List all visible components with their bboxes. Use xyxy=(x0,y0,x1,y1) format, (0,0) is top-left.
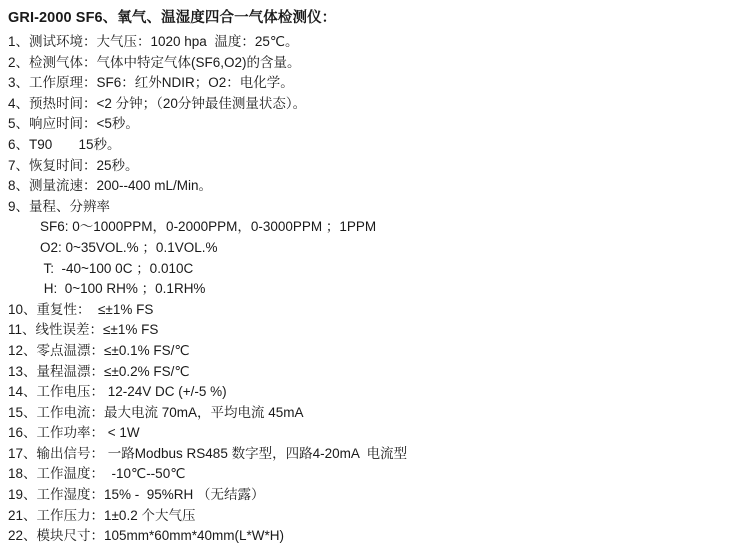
spec-line-17: 17、输出信号： 一路Modbus RS485 数字型，四路4-20mA 电流型 xyxy=(8,445,408,461)
spec-subline-temperature-range: T: -40~100 0C ；0.010C xyxy=(40,260,194,276)
spec-line-14: 14、工作电压： 12-24V DC (+/-5 %) xyxy=(8,384,227,400)
spec-subline-sf6-range: SF6: 0～1000PPM，0-2000PPM，0-3000PPM ；1PPM xyxy=(40,219,377,235)
spec-line-2: 2、检测气体：气体中特定气体(SF6,O2)的含量。 xyxy=(8,54,301,70)
spec-line-21: 21、工作压力：1±0.2 个大气压 xyxy=(8,507,196,523)
spec-line-5: 5、响应时间：<5秒。 xyxy=(8,116,139,132)
spec-line-15: 15、工作电流：最大电流 70mA，平均电流 45mA xyxy=(8,404,304,420)
spec-line-13: 13、量程温漂：≤±0.2% FS/℃ xyxy=(8,363,190,379)
spec-line-4: 4、预热时间：<2 分钟；（20分钟最佳测量状态）。 xyxy=(8,95,307,111)
spec-line-1: 1、测试环境：大气压：1020 hpa 温度：25℃。 xyxy=(8,34,299,49)
spec-line-7: 7、恢复时间：25秒。 xyxy=(8,157,139,173)
spec-line-22: 22、模块尺寸：105mm*60mm*40mm(L*W*H) xyxy=(8,528,285,544)
spec-line-6: 6、T90 15秒。 xyxy=(8,136,121,152)
spec-line-9: 9、量程、分辨率 xyxy=(8,198,111,214)
spec-subline-humidity-range: H: 0~100 RH% ；0.1RH% xyxy=(40,281,206,297)
spec-line-3: 3、工作原理：SF6：红外NDIR；O2：电化学。 xyxy=(8,75,294,91)
spec-line-16: 16、工作功率： < 1W xyxy=(8,425,140,441)
spec-line-12: 12、零点温漂：≤±0.1% FS/℃ xyxy=(8,342,190,358)
page-title: GRI-2000 SF6、氧气、温湿度四合一气体检测仪： xyxy=(8,10,337,26)
spec-line-10: 10、重复性： ≤±1% FS xyxy=(8,301,154,317)
spec-list xyxy=(8,32,730,547)
spec-line-19: 19、工作湿度：15% - 95%RH （无结露） xyxy=(8,487,265,503)
spec-line-8: 8、测量流速：200--400 mL/Min。 xyxy=(8,178,213,194)
spec-subline-o2-range: O2: 0~35VOL.% ；0.1VOL.% xyxy=(40,239,218,255)
spec-line-18: 18、工作温度： -10℃--50℃ xyxy=(8,466,186,482)
spec-line-11: 11、线性误差：≤±1% FS xyxy=(8,322,159,338)
